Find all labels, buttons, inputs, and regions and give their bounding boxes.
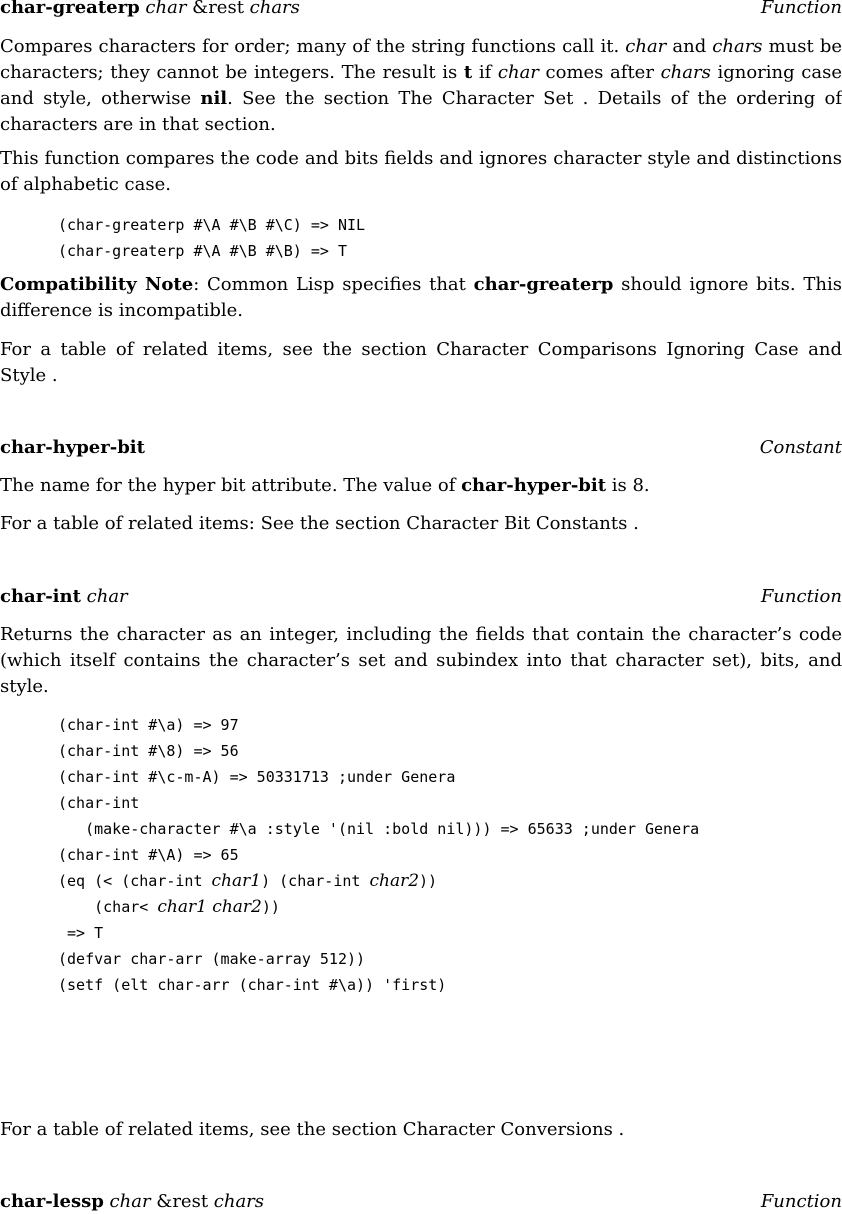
entry-header bbox=[0, 1191, 842, 1213]
code-arg: char1 char2 bbox=[157, 897, 262, 917]
code-line: => T bbox=[58, 924, 104, 942]
argument: char bbox=[145, 0, 187, 18]
text: . See the section The Character Set . Details of the ordering of characters are in that section. bbox=[0, 88, 842, 135]
text: must be characters; they cannot be integers. The result is bbox=[0, 36, 842, 83]
symbol-ref: t bbox=[463, 62, 473, 83]
code-line: (defvar char-arr (make-array 512)) bbox=[58, 950, 366, 968]
text: should ignore bits. This difference is incompatible. bbox=[0, 274, 842, 321]
related-link-text: For a table of related items: See the section Character Bit Constants . bbox=[0, 513, 639, 534]
code-line: (make-character #\a :style '(nil :bold nil))) => 65633 ;under Genera bbox=[58, 820, 700, 838]
related-link-text: For a table of related items, see the section Character Conversions . bbox=[0, 1119, 625, 1140]
code-text: )) bbox=[261, 898, 280, 916]
text: : Common Lisp specifies that bbox=[193, 274, 474, 295]
related-link-text: For a table of related items, see the section Character Comparisons Ignoring Case and Style . bbox=[0, 339, 842, 386]
note-label: Compatibility Note bbox=[0, 274, 194, 295]
related-items bbox=[0, 511, 842, 537]
signature bbox=[0, 0, 300, 19]
entry-header bbox=[0, 586, 842, 608]
code-arg: char2 bbox=[369, 871, 420, 891]
arg-ref: char bbox=[497, 62, 539, 83]
symbol-ref: char-greaterp bbox=[473, 274, 614, 295]
argument: char bbox=[86, 586, 128, 607]
description-paragraph bbox=[0, 622, 842, 700]
entry-kind: Function bbox=[760, 1191, 842, 1212]
description-paragraph bbox=[0, 146, 842, 198]
code-line: (char-greaterp #\A #\B #\B) => T bbox=[58, 242, 347, 260]
code-arg: char1 bbox=[211, 871, 262, 891]
code-line bbox=[0, 894, 699, 920]
text: comes after bbox=[538, 62, 661, 83]
entry-header bbox=[0, 0, 842, 19]
argument: chars bbox=[213, 1191, 265, 1212]
related-items bbox=[0, 337, 842, 389]
code-line: (char-int #\8) => 56 bbox=[58, 742, 239, 760]
function-name: char-int bbox=[0, 586, 81, 607]
code-text: ) (char-int bbox=[261, 872, 370, 890]
entry-kind: Constant bbox=[759, 437, 842, 458]
description-paragraph bbox=[0, 34, 842, 138]
paragraph-text: Returns the character as an integer, including the fields that contain the character’s code (which itself contains the character’s set and subindex into that character set), bits, and style. bbox=[0, 624, 842, 697]
code-example bbox=[0, 212, 365, 264]
code-line: (char-greaterp #\A #\B #\C) => NIL bbox=[58, 216, 366, 234]
paragraph-text bbox=[0, 34, 842, 138]
entry-header bbox=[0, 437, 842, 459]
text: is 8. bbox=[606, 475, 650, 496]
symbol-ref: char-hyper-bit bbox=[461, 475, 607, 496]
arg-ref: char bbox=[625, 36, 667, 57]
lambda-keyword: &rest bbox=[156, 1191, 209, 1212]
description-paragraph bbox=[0, 473, 842, 499]
text: The name for the hyper bit attribute. The value of bbox=[0, 475, 462, 496]
text: and bbox=[666, 36, 713, 57]
function-name: char-lessp bbox=[0, 1191, 104, 1212]
argument: char bbox=[109, 1191, 151, 1212]
argument: chars bbox=[249, 0, 300, 18]
arg-ref: chars bbox=[660, 62, 711, 83]
entry-char-greaterp bbox=[0, 0, 842, 19]
paragraph-text: This function compares the code and bits fields and ignores character style and distinctions of alphabetic case. bbox=[0, 148, 842, 195]
text: if bbox=[472, 62, 498, 83]
constant-name: char-hyper-bit bbox=[0, 437, 145, 458]
paragraph-text bbox=[0, 473, 842, 499]
paragraph-text bbox=[0, 272, 842, 324]
entry-kind: Function bbox=[760, 0, 842, 18]
code-line: (char-int #\A) => 65 bbox=[58, 846, 239, 864]
symbol-ref: nil bbox=[200, 88, 228, 109]
code-text: )) bbox=[419, 872, 438, 890]
text: ignoring case and style, otherwise bbox=[0, 62, 842, 109]
compatibility-note bbox=[0, 272, 842, 324]
code-line: (char-int bbox=[58, 794, 140, 812]
entry-char-hyper-bit bbox=[0, 437, 842, 459]
code-line: (char-int #\c-m-A) => 50331713 ;under Genera bbox=[58, 768, 456, 786]
arg-ref: chars bbox=[712, 36, 763, 57]
entry-kind: Function bbox=[760, 586, 842, 607]
signature bbox=[0, 586, 128, 608]
entry-char-lessp bbox=[0, 1191, 842, 1213]
code-text: (eq (< (char-int bbox=[58, 872, 212, 890]
lambda-keyword: &rest bbox=[192, 0, 244, 18]
related-items bbox=[0, 1117, 842, 1143]
code-example bbox=[0, 712, 699, 998]
code-line bbox=[0, 868, 699, 894]
function-name: char-greaterp bbox=[0, 0, 140, 18]
code-text: (char< bbox=[58, 898, 158, 916]
code-line: (setf (elt char-arr (char-int #\a)) 'first) bbox=[58, 976, 447, 994]
text: Compares characters for order; many of the string functions call it. bbox=[0, 36, 626, 57]
entry-char-int bbox=[0, 586, 842, 608]
signature bbox=[0, 1191, 264, 1213]
code-line: (char-int #\a) => 97 bbox=[58, 716, 239, 734]
